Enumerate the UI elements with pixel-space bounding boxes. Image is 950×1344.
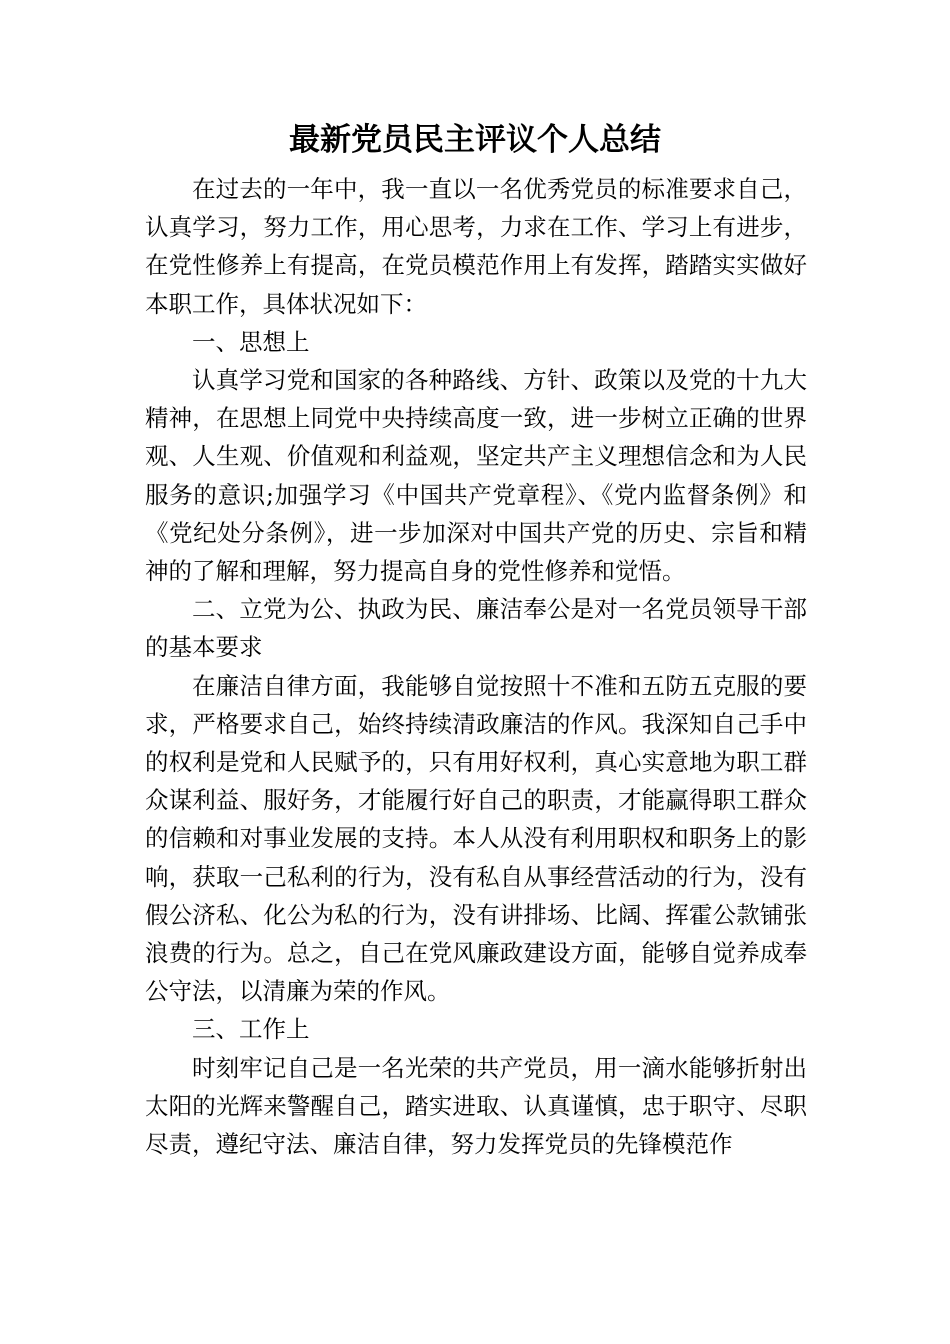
paragraph-intro: 在过去的一年中，我一直以一名优秀党员的标准要求自己，认真学习，努力工作，用心思考，力求在工作、学习上有进步，在党性修养上有提高，在党员模范作用上有发挥，踏踏实实做好本职工作，具体状况如下： [145, 175, 807, 318]
document-body [145, 170, 807, 1163]
paragraph-ideology: 认真学习党和国家的各种路线、方针、政策以及党的十九大精神，在思想上同党中央持续高度一致，进一步树立正确的世界观、人生观、价值观和利益观，坚定共产主义理想信念和为人民服务的意识;加强学习《中国共产党章程》、《党内监督条例》和《党纪处分条例》，进一步加深对中国共产党的历史、宗旨和精神的了解和理解，努力提高自身的党性修养和觉悟。 [145, 366, 807, 586]
section-heading-ideology: 一、思想上 [192, 327, 310, 356]
document-title: 最新党员民主评议个人总结 [289, 122, 661, 158]
paragraph-work: 时刻牢记自己是一名光荣的共产党员，用一滴水能够折射出太阳的光辉来警醒自己，踏实进取、认真谨慎，忠于职守、尽职尽责，遵纪守法、廉洁自律，努力发挥党员的先锋模范作 [145, 1053, 807, 1159]
section-heading-work: 三、工作上 [192, 1015, 310, 1044]
section-heading-integrity: 二、立党为公、执政为民、廉洁奉公是对一名党员领导干部的基本要求 [145, 595, 807, 662]
paragraph-integrity: 在廉洁自律方面，我能够自觉按照十不准和五防五克服的要求，严格要求自己，始终持续清政廉洁的作风。我深知自己手中的权利是党和人民赋予的，只有用好权利，真心实意地为职工群众谋利益、服好务，才能履行好自己的职责，才能赢得职工群众的信赖和对事业发展的支持。本人从没有利用职权和职务上的影响，获取一己私利的行为，没有私自从事经营活动的行为，没有假公济私、化公为私的行为，没有讲排场、比阔、挥霍公款铺张浪费的行为。总之，自己在党风廉政建设方面，能够自觉养成奉公守法，以清廉为荣的作风。 [145, 671, 807, 1006]
